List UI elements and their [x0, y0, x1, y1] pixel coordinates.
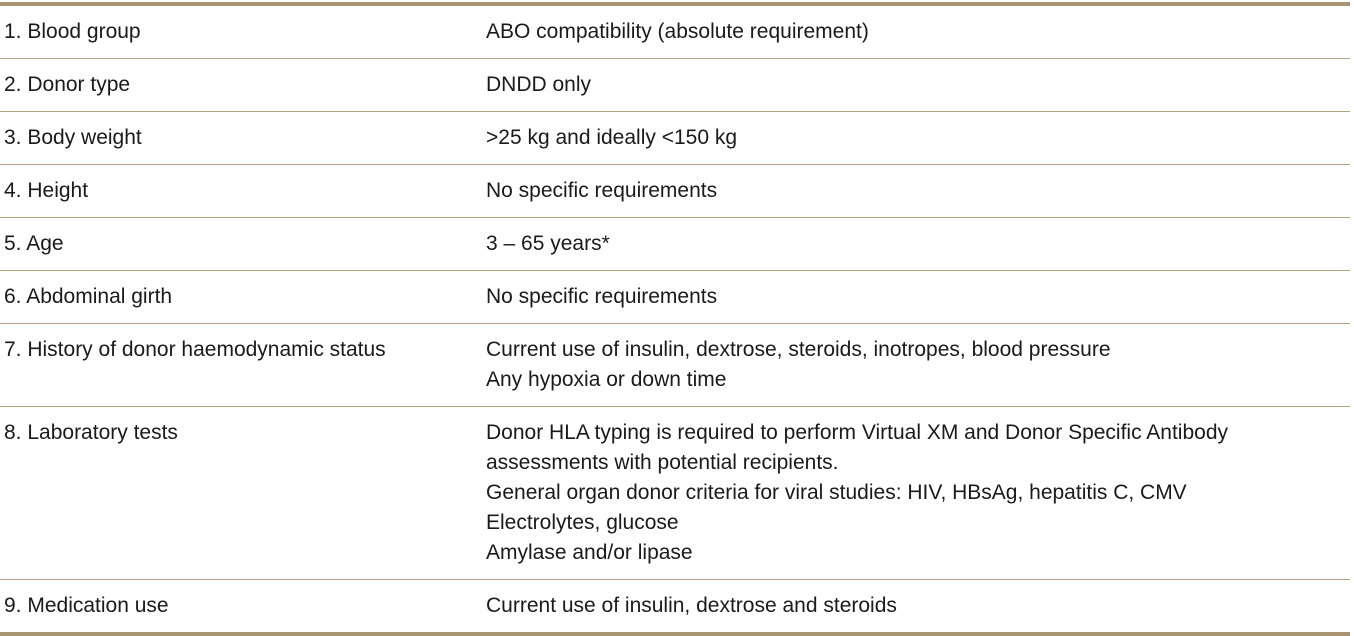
- value-line: assessments with potential recipients.: [486, 451, 839, 474]
- row-label: 9. Medication use: [4, 594, 169, 617]
- table-row: [0, 271, 1350, 324]
- table-row: [0, 6, 1350, 59]
- row-value: [486, 17, 1350, 47]
- row-label: 1. Blood group: [4, 20, 141, 43]
- row-value: [486, 123, 1350, 153]
- value-line: Donor HLA typing is required to perform Virtual XM and Donor Specific Antibody: [486, 421, 1228, 444]
- row-value: [486, 335, 1350, 395]
- table-row: [0, 324, 1350, 407]
- value-line: Amylase and/or lipase: [486, 541, 693, 564]
- row-value: [486, 418, 1350, 568]
- table-row: [0, 580, 1350, 632]
- row-value: [486, 591, 1350, 621]
- value-line: Current use of insulin, dextrose, steroids, inotropes, blood pressure: [486, 338, 1111, 361]
- row-value: [486, 176, 1350, 206]
- table-row: [0, 407, 1350, 580]
- value-line: ABO compatibility (absolute requirement): [486, 20, 869, 43]
- value-line: Any hypoxia or down time: [486, 368, 727, 391]
- row-label: 7. History of donor haemodynamic status: [4, 338, 386, 361]
- table-row: [0, 112, 1350, 165]
- value-line: No specific requirements: [486, 285, 718, 308]
- row-label: 2. Donor type: [4, 73, 131, 96]
- table-row: [0, 218, 1350, 271]
- value-line: General organ donor criteria for viral studies: HIV, HBsAg, hepatitis C, CMV: [486, 481, 1187, 504]
- value-line: No specific requirements: [486, 179, 718, 202]
- table-row: [0, 59, 1350, 112]
- row-value: [486, 229, 1350, 259]
- row-label: 6. Abdominal girth: [4, 285, 173, 308]
- row-label: 8. Laboratory tests: [4, 421, 178, 444]
- value-line: Current use of insulin, dextrose and steroids: [486, 594, 897, 617]
- row-label: 4. Height: [4, 179, 89, 202]
- row-value: [486, 282, 1350, 312]
- criteria-table: [0, 2, 1350, 636]
- value-line: 3 – 65 years*: [486, 232, 610, 255]
- row-value: [486, 70, 1350, 100]
- table-row: [0, 165, 1350, 218]
- value-line: >25 kg and ideally <150 kg: [486, 126, 738, 149]
- value-line: DNDD only: [486, 73, 592, 96]
- row-label: 5. Age: [4, 232, 64, 255]
- value-line: Electrolytes, glucose: [486, 511, 679, 534]
- row-label: 3. Body weight: [4, 126, 142, 149]
